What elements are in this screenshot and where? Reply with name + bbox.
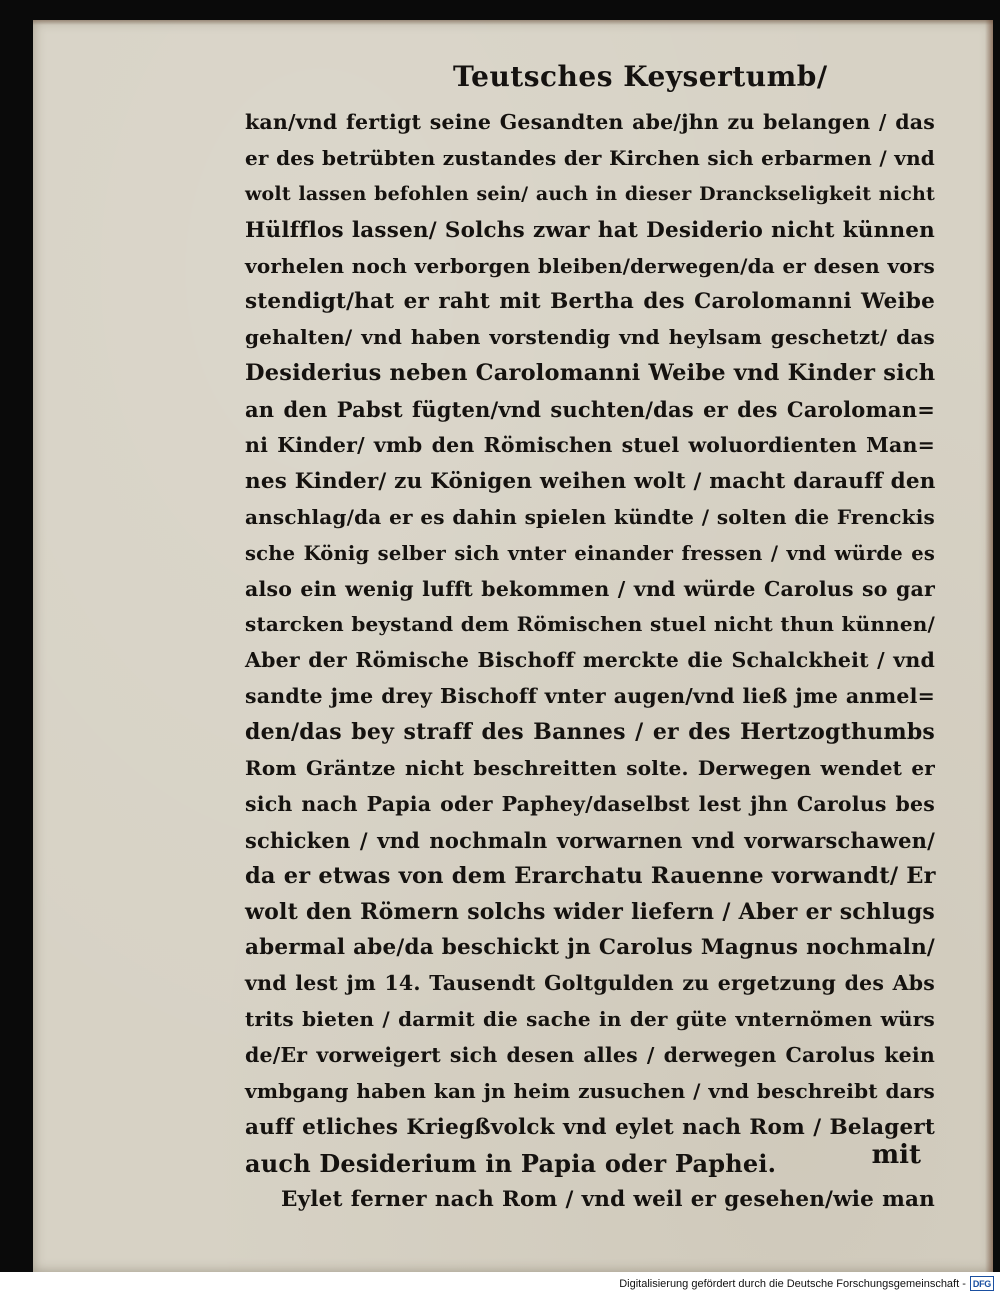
text-line: Hülfflos lassen/ Solchs zwar hat Desiderio nicht künnen — [245, 217, 935, 243]
text-line: Rom Gräntze nicht beschreitten solte. Derwegen wendet er — [245, 756, 935, 781]
text-line: kan/vnd fertigt seine Gesandten abe/jhn zu belangen / das — [245, 110, 935, 134]
body-text — [245, 105, 935, 1218]
text-line: Aber der Römische Bischoff merckte die Schalckheit / vnd — [245, 648, 935, 673]
scanned-page — [33, 20, 993, 1272]
text-line: den/das bey straff des Bannes / er des Hertzogthumbs — [245, 719, 935, 746]
text-line: wolt lassen befohlen sein/ auch in dieser Dranckseligkeit nicht — [245, 182, 935, 205]
text-line: da er etwas von dem Erarchatu Rauenne vorwandt/ Er — [245, 862, 936, 889]
text-line: Eylet ferner nach Rom / vnd weil er gesehen/wie man — [281, 1186, 935, 1212]
text-line: auff etliches Kriegßvolck vnd eylet nach Rom / Belagert — [245, 1114, 935, 1140]
text-line: abermal abe/da beschickt jn Carolus Magnus nochmaln/ — [245, 935, 935, 961]
catchword: mit — [871, 1140, 921, 1170]
text-line: sandte jme drey Bischoff vnter augen/vnd ließ jme anmel= — [245, 684, 935, 709]
funding-credit-text: Digitalisierung gefördert durch die Deutsche Forschungsgemeinschaft - — [619, 1277, 966, 1290]
text-line: vmbgang haben kan jn heim zusuchen / vnd beschreibt dars — [245, 1079, 935, 1104]
running-head: Teutsches Keysertumb/ — [453, 60, 828, 93]
text-line: vnd lest jm 14. Tausendt Goltgulden zu ergetzung des Abs — [245, 971, 935, 996]
text-line: er des betrübten zustandes der Kirchen sich erbarmen / vnd — [245, 145, 935, 170]
page-right-edge — [985, 20, 993, 1272]
text-line: nes Kinder/ zu Königen weihen wolt / macht darauff den — [245, 468, 936, 494]
text-line: sche König selber sich vnter einander fressen / vnd würde es — [245, 541, 935, 565]
text-line: de/Er vorweigert sich desen alles / derwegen Carolus kein — [245, 1043, 935, 1068]
dfg-logo-icon: DFG — [970, 1276, 994, 1291]
text-line: schicken / vnd nochmaln vorwarnen vnd vorwarschawen/ — [245, 827, 935, 853]
footer-bar — [0, 1272, 1000, 1295]
text-line: gehalten/ vnd haben vorstendig vnd heylsam geschetzt/ das — [245, 325, 935, 350]
funding-credit — [619, 1276, 994, 1291]
text-line: ni Kinder/ vmb den Römischen stuel woluordienten Man= — [245, 433, 935, 458]
text-line: starcken beystand dem Römischen stuel nicht thun künnen/ — [245, 612, 935, 637]
text-line: stendigt/hat er raht mit Bertha des Carolomanni Weibe — [245, 289, 935, 315]
text-line: an den Pabst fügten/vnd suchten/das er des Caroloman= — [245, 397, 935, 423]
text-line: Desiderius neben Carolomanni Weibe vnd Kinder sich — [245, 360, 936, 387]
text-line: sich nach Papia oder Paphey/daselbst lest jhn Carolus bes — [245, 791, 935, 816]
page-top-edge — [33, 20, 993, 25]
text-line: anschlag/da er es dahin spielen kündte / solten die Frenckis — [245, 504, 935, 529]
text-line: auch Desiderium in Papia oder Paphei. — [245, 1148, 777, 1178]
text-line: wolt den Römern solchs wider liefern / Aber er schlugs — [245, 898, 935, 925]
text-line: also ein wenig lufft bekommen / vnd würde Carolus so gar — [245, 576, 935, 601]
text-line: trits bieten / darmit die sache in der güte vnternömen würs — [245, 1007, 935, 1032]
text-line: vorhelen noch verborgen bleiben/derwegen/da er desen vors — [245, 253, 935, 278]
